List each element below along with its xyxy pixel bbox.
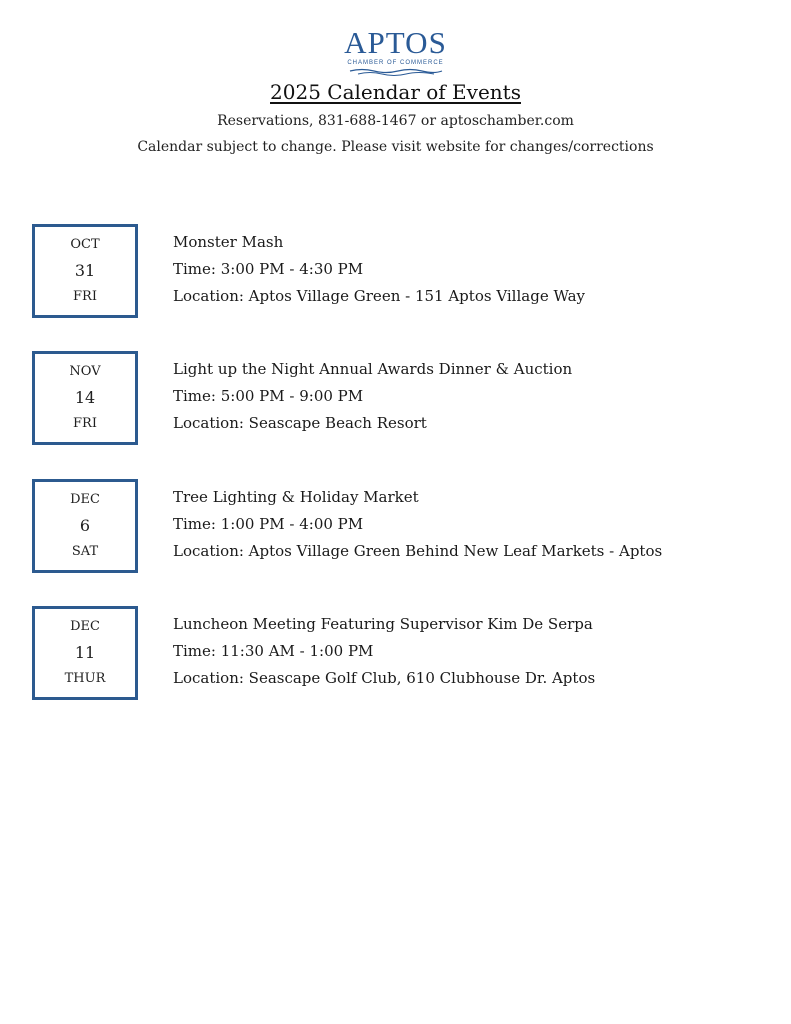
date-day-number: 6 — [79, 516, 91, 535]
aptos-chamber-logo — [0, 25, 791, 76]
event-name: Luncheon Meeting Featuring Supervisor Kim De Serpa — [173, 615, 593, 633]
date-box — [32, 606, 138, 700]
event-location: Location: Aptos Village Green - 151 Aptos Village Way — [173, 287, 585, 305]
reservations-info: Reservations, 831-688-1467 or aptoschamber.com — [217, 113, 574, 129]
date-box — [32, 351, 138, 445]
event-entry — [0, 224, 791, 320]
date-month: NOV — [69, 364, 101, 379]
page-title: 2025 Calendar of Events — [270, 80, 521, 104]
date-weekday: SAT — [71, 544, 99, 559]
event-location: Location: Seascape Beach Resort — [173, 414, 427, 432]
logo-wordmark: APTOS — [344, 25, 447, 60]
date-box — [32, 479, 138, 573]
wave-icon — [348, 68, 444, 76]
event-location: Location: Aptos Village Green Behind New Leaf Markets - Aptos — [173, 542, 663, 560]
date-weekday: FRI — [73, 416, 97, 431]
event-name: Light up the Night Annual Awards Dinner & Auction — [173, 360, 573, 378]
date-weekday: FRI — [73, 289, 97, 304]
date-box — [32, 224, 138, 318]
event-time: Time: 11:30 AM - 1:00 PM — [173, 642, 374, 660]
date-day-number: 11 — [74, 643, 96, 662]
date-day-number: 31 — [74, 261, 96, 280]
logo-tagline: CHAMBER OF COMMERCE — [347, 60, 444, 66]
date-month: DEC — [70, 619, 100, 634]
date-weekday: THUR — [64, 671, 106, 686]
event-entry — [0, 606, 791, 702]
event-location: Location: Seascape Golf Club, 610 Clubhouse Dr. Aptos — [173, 669, 596, 687]
event-time: Time: 5:00 PM - 9:00 PM — [173, 387, 364, 405]
event-time: Time: 3:00 PM - 4:30 PM — [173, 260, 364, 278]
date-month: OCT — [70, 237, 100, 252]
date-day-number: 14 — [74, 388, 96, 407]
change-notice: Calendar subject to change. Please visit website for changes/corrections — [137, 139, 654, 155]
event-entry — [0, 479, 791, 575]
event-name: Tree Lighting & Holiday Market — [173, 488, 419, 506]
date-month: DEC — [70, 492, 100, 507]
event-time: Time: 1:00 PM - 4:00 PM — [173, 515, 364, 533]
event-name: Monster Mash — [173, 233, 284, 251]
event-entry — [0, 351, 791, 447]
